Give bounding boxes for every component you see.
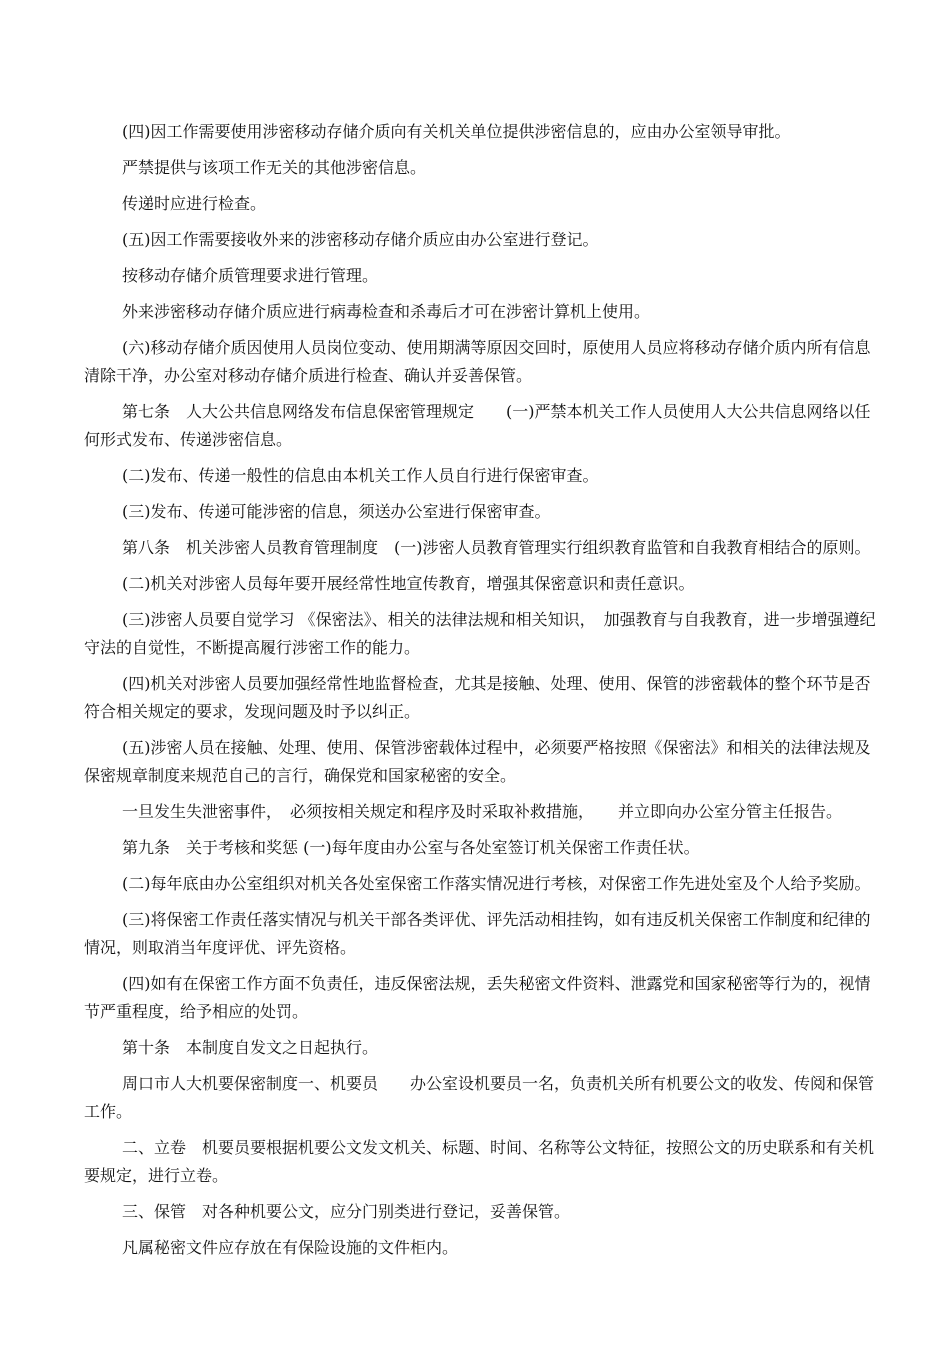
paragraph: (二)发布、传递一般性的信息由本机关工作人员自行进行保密审查。 xyxy=(122,466,599,485)
paragraph: 外来涉密移动存储介质应进行病毒检查和杀毒后才可在涉密计算机上使用。 xyxy=(122,302,651,321)
article-9-paragraph: 第九条 关于考核和奖惩 (一)每年度由办公室与各处室签订机关保密工作责任状。 xyxy=(122,838,700,857)
paragraph: 传递时应进行检查。 xyxy=(122,194,267,213)
paragraph: (二)每年底由办公室组织对机关各处室保密工作落实情况进行考核，对保密工作先进处室及个人给予奖励。 xyxy=(122,874,871,893)
paragraph: 二、立卷 机要员要根据机要公文发文机关、标题、时间、名称等公文特征，按照公文的历史联系和有关机要规定，进行立卷。 xyxy=(84,1138,875,1185)
paragraph: (三)将保密工作责任落实情况与机关干部各类评优、评先活动相挂钩，如有违反机关保密工作制度和纪律的情况，则取消当年度评优、评先资格。 xyxy=(84,910,871,957)
paragraph: 一旦发生失泄密事件， 必须按相关规定和程序及时采取补救措施， 并立即向办公室分管主任报告。 xyxy=(122,802,843,821)
paragraph: (五)因工作需要接收外来的涉密移动存储介质应由办公室进行登记。 xyxy=(122,230,599,249)
paragraph: (六)移动存储介质因使用人员岗位变动、使用期满等原因交回时，原使用人员应将移动存储介质内所有信息清除干净，办公室对移动存储介质进行检查、确认并妥善保管。 xyxy=(84,338,871,385)
paragraph: 严禁提供与该项工作无关的其他涉密信息。 xyxy=(122,158,427,177)
article-10-paragraph: 第十条 本制度自发文之日起执行。 xyxy=(122,1038,379,1057)
paragraph: 三、保管 对各种机要公文，应分门别类进行登记，妥善保管。 xyxy=(122,1202,571,1221)
paragraph: (三)发布、传递可能涉密的信息，须送办公室进行保密审查。 xyxy=(122,502,551,521)
article-7-paragraph: 第七条 人大公共信息网络发布信息保密管理规定 (一)严禁本机关工作人员使用人大公共信息网络以任何形式发布、传递涉密信息。 xyxy=(84,402,871,449)
article-8-paragraph: 第八条 机关涉密人员教育管理制度 (一)涉密人员教育管理实行组织教育监管和自我教育相结合的原则。 xyxy=(122,538,871,557)
paragraph: (四)如有在保密工作方面不负责任，违反保密法规，丢失秘密文件资料、泄露党和国家秘密等行为的，视情节严重程度，给予相应的处罚。 xyxy=(84,974,871,1021)
paragraph: (三)涉密人员要自觉学习 《保密法》、相关的法律法规和相关知识， 加强教育与自我教育，进一步增强遵纪守法的自觉性，不断提高履行涉密工作的能力。 xyxy=(84,610,876,657)
paragraph: (五)涉密人员在接触、处理、使用、保管涉密载体过程中，必须要严格按照《保密法》和相关的法律法规及保密规章制度来规范自己的言行，确保党和国家秘密的安全。 xyxy=(84,738,871,785)
paragraph: (四)机关对涉密人员要加强经常性地监督检查，尤其是接触、处理、使用、保管的涉密载体的整个环节是否符合相关规定的要求，发现问题及时予以纠正。 xyxy=(84,674,871,721)
paragraph: 凡属秘密文件应存放在有保险设施的文件柜内。 xyxy=(122,1238,459,1257)
paragraph: (二)机关对涉密人员每年要开展经常性地宣传教育，增强其保密意识和责任意识。 xyxy=(122,574,695,593)
paragraph: 周口市人大机要保密制度一、机要员 办公室设机要员一名，负责机关所有机要公文的收发、传阅和保管工作。 xyxy=(84,1074,875,1121)
paragraph: 按移动存储介质管理要求进行管理。 xyxy=(122,266,379,285)
paragraph: (四)因工作需要使用涉密移动存储介质向有关机关单位提供涉密信息的，应由办公室领导审批。 xyxy=(122,122,791,141)
